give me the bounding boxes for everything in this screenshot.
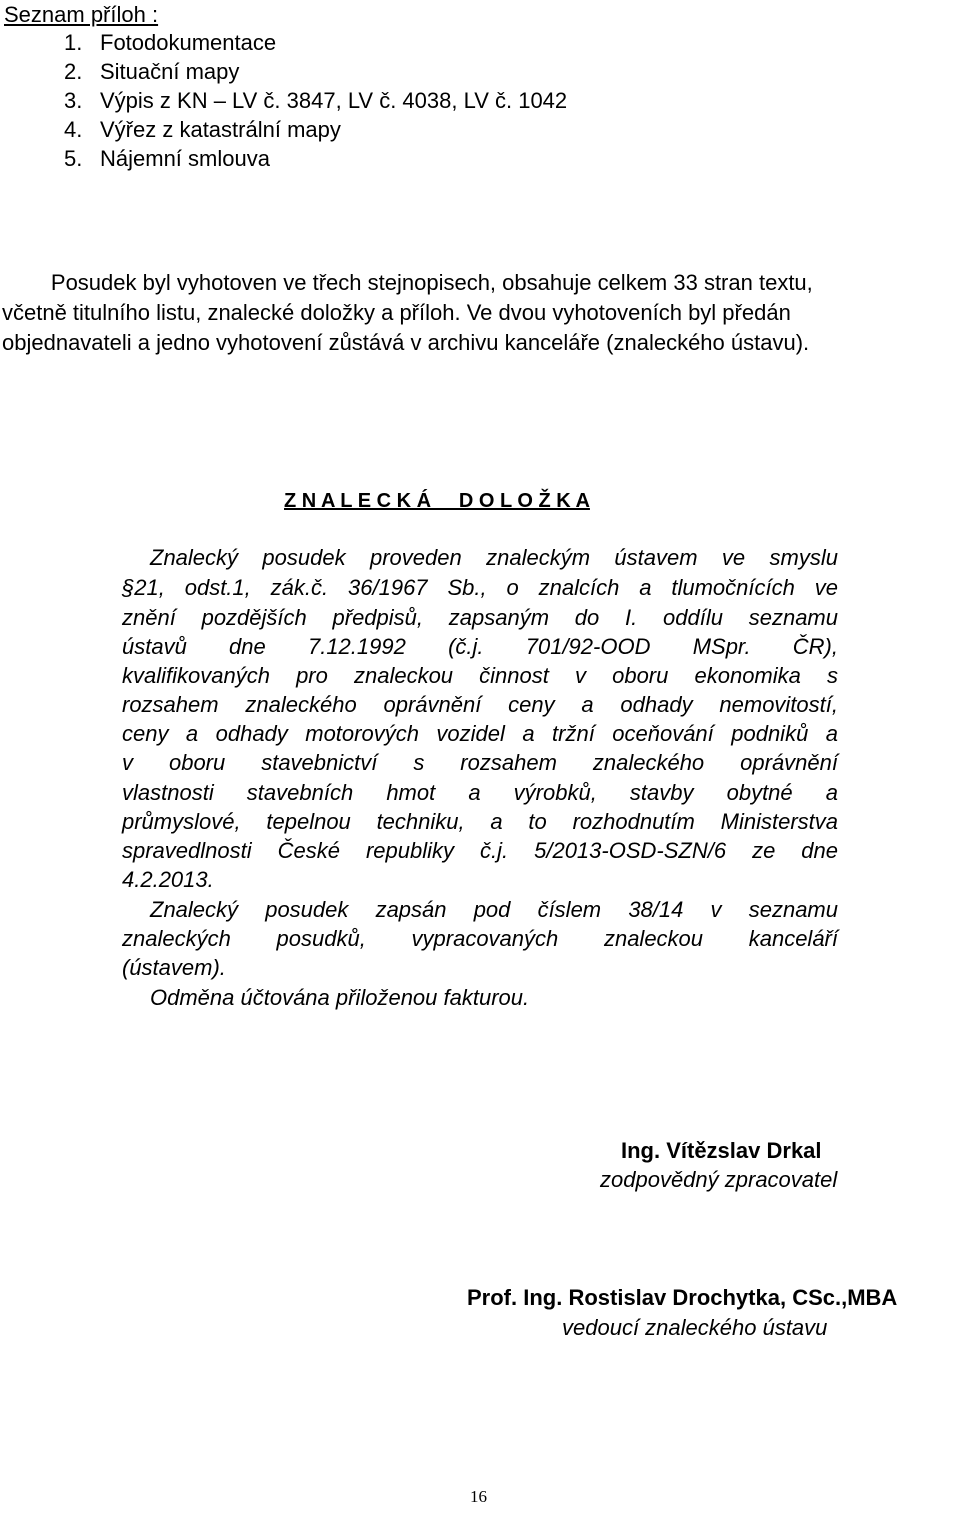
info-paragraph [2, 268, 958, 358]
clause-line: ceny a odhady motorových vozidel a tržní oceňování podniků a [122, 721, 838, 746]
list-number: 4. [64, 117, 83, 142]
clause-line: v oboru stavebnictví s rozsahem znaleckého oprávnění [122, 750, 838, 775]
clause-line: znění pozdějších předpisů, zapsaným do I. oddílu seznamu [122, 605, 838, 630]
clause-line: kvalifikovaných pro znaleckou činnost v oboru ekonomika s [122, 663, 838, 688]
list-number: 2. [64, 59, 83, 84]
paragraph-line: včetně titulního listu, znalecké doložky a příloh. Ve dvou vyhotoveních byl předán [2, 300, 791, 325]
list-item [64, 57, 239, 87]
clause-line: průmyslové, tepelnou techniku, a to rozhodnutím Ministerstva [122, 809, 838, 834]
list-number: 3. [64, 88, 83, 113]
clause-line: §21, odst.1, zák.č. 36/1967 Sb., o znalcích a tlumočnících ve [122, 575, 838, 600]
clause-line: spravedlnosti České republiky č.j. 5/2013-OSD-SZN/6 ze dne [122, 838, 838, 863]
list-text: Výpis z KN – LV č. 3847, LV č. 4038, LV č. 1042 [100, 88, 568, 113]
attachments-heading: Seznam příloh : [4, 2, 159, 27]
registration-line: znaleckých posudků, vypracovaných znaleckou kanceláří [122, 926, 838, 951]
list-item [64, 144, 270, 174]
list-number: 1. [64, 30, 83, 55]
fee-line: Odměna účtována přiloženou fakturou. [150, 985, 530, 1010]
signature-name: Prof. Ing. Rostislav Drochytka, CSc.,MBA [467, 1285, 898, 1310]
registration-line: Znalecký posudek zapsán pod číslem 38/14 v seznamu [150, 897, 838, 922]
list-text: Nájemní smlouva [100, 146, 270, 171]
clause-line: vlastnosti stavebních hmot a výrobků, stavby obytné a [122, 780, 838, 805]
list-item [64, 28, 276, 58]
clause-line: Znalecký posudek proveden znaleckým ústavem ve smyslu [150, 545, 838, 570]
clause-line: rozsahem znaleckého oprávnění ceny a odhady nemovitostí, [122, 692, 838, 717]
paragraph-line: objednavateli a jedno vyhotovení zůstává v archivu kanceláře (znaleckého ústavu). [2, 330, 810, 355]
clause-line: 4.2.2013. [122, 867, 214, 892]
list-text: Výřez z katastrální mapy [100, 117, 341, 142]
list-number: 5. [64, 146, 83, 171]
clause-line: ústavů dne 7.12.1992 (č.j. 701/92-OOD MSpr. ČR), [122, 634, 838, 659]
list-text: Situační mapy [100, 59, 240, 84]
list-text: Fotodokumentace [100, 30, 277, 55]
clause-heading: Z N A L E C K Á D O L O Ž K A [284, 490, 590, 512]
paragraph-line: Posudek byl vyhotoven ve třech stejnopisech, obsahuje celkem 33 stran textu, [2, 270, 813, 295]
signature-role: vedoucí znaleckého ústavu [562, 1315, 828, 1340]
page-number: 16 [470, 1487, 487, 1506]
list-item [64, 86, 567, 116]
registration-line: (ústavem). [122, 955, 226, 980]
signature-role: zodpovědný zpracovatel [600, 1167, 838, 1192]
list-item [64, 115, 341, 145]
signature-name: Ing. Vítězslav Drkal [621, 1138, 822, 1163]
